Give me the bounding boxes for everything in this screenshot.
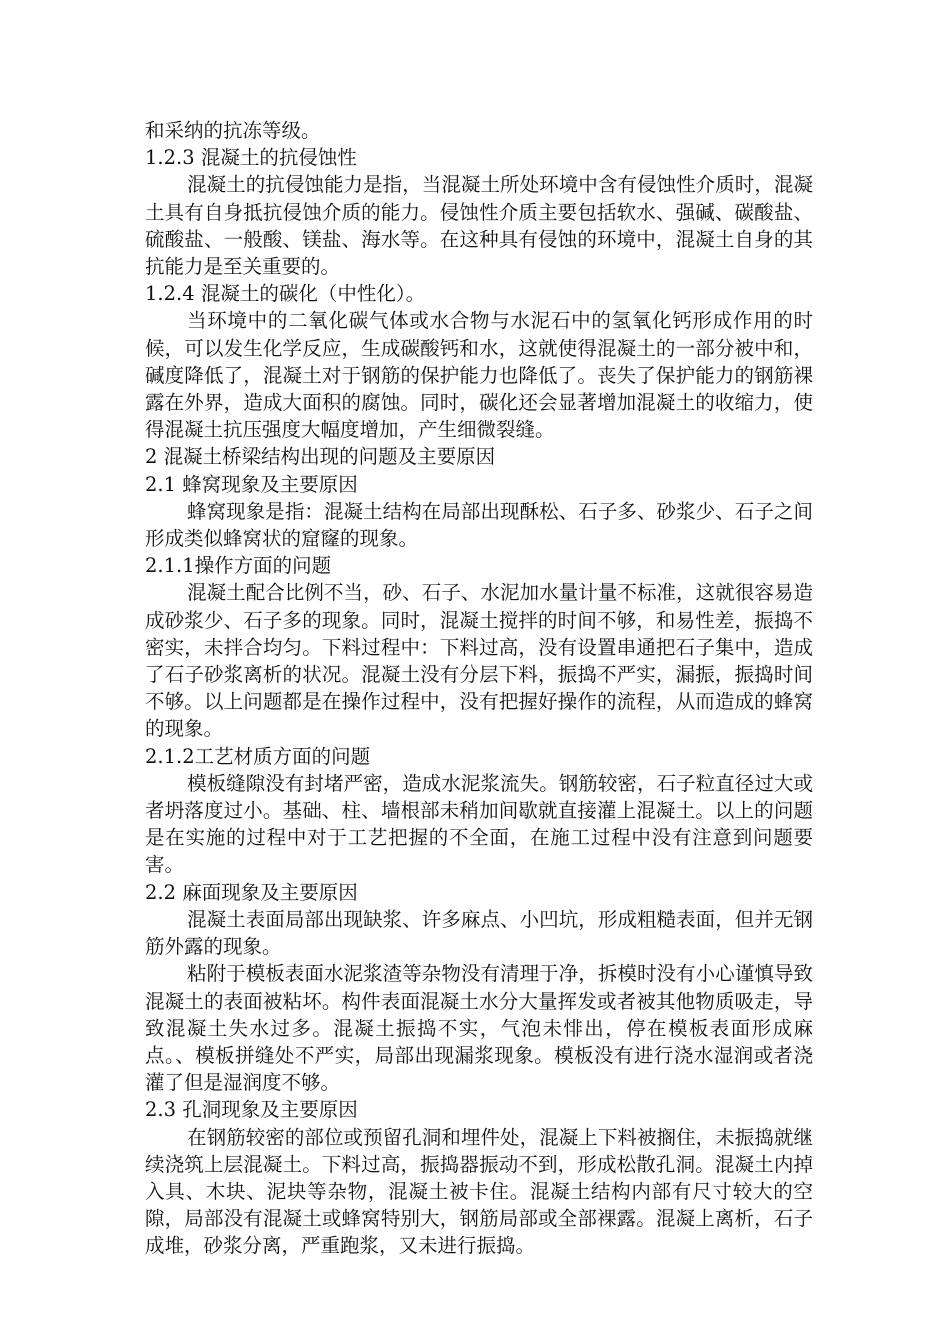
paragraph: 在钢筋较密的部位或预留孔洞和埋件处，混凝上下料被搁住，未振捣就继续浇筑上层混凝土。下料过高，振捣器振动不到，形成松散孔洞。混凝土内掉入具、木块、泥块等杂物，混凝土被卡住。混凝土结构内部有尺寸较大的空隙，局部没有混凝土或蜂窝特别大，钢筋局部或全部裸露。混凝上离析，石子成堆，砂浆分离，严重跑浆，又未进行振捣。 <box>145 1125 813 1258</box>
chapter-heading: 2 混凝土桥梁结构出现的问题及主要原因 <box>145 445 496 469</box>
section-heading: 1.2.4 混凝土的碳化（中性化）。 <box>145 282 426 306</box>
paragraph: 蜂窝现象是指：混凝土结构在局部出现酥松、石子多、砂浆少、石子之间形成类似蜂窝状的窟窿的现象。 <box>145 499 813 551</box>
paragraph: 混凝土的抗侵蚀能力是指，当混凝土所处环境中含有侵蚀性介质时，混凝土具有自身抵抗侵蚀介质的能力。侵蚀性介质主要包括软水、强碱、碳酸盐、硫酸盐、一般酸、镁盐、海水等。在这种具有侵蚀的环境中，混凝土自身的其抗能力是至关重要的。 <box>145 173 813 279</box>
section-heading: 2.1 蜂窝现象及主要原因 <box>145 472 358 496</box>
document-body <box>145 117 813 1260</box>
section-heading: 1.2.3 混凝土的抗侵蚀性 <box>145 146 357 170</box>
section-heading: 2.3 孔洞现象及主要原因 <box>145 1098 358 1122</box>
paragraph: 粘附于模板表面水泥浆渣等杂物没有清理于净，拆模时没有小心谨慎导致混凝土的表面被粘坏。构件表面混凝土水分大量挥发或者被其他物质吸走，导致混凝土失水过多。混凝土振捣不实，气泡未悱出，停在模板表面形成麻点。、模板拼缝处不严实，局部出现漏浆现象。模板没有进行浇水湿润或者浇灌了但是湿润度不够。 <box>145 962 813 1095</box>
paragraph: 混凝土配合比例不当，砂、石子、水泥加水量计量不标准，这就很容易造成砂浆少、石子多的现象。同时，混凝土搅拌的时间不够，和易性差，振捣不密实，未拌合均匀。下料过程中：下料过高，没有设置串通把石子集中，造成了石子砂浆离析的状况。混凝土没有分层下料，振捣不严实，漏振，振捣时间不够。以上问题都是在操作过程中，没有把握好操作的流程，从而造成的蜂窝的现象。 <box>145 581 813 741</box>
paragraph: 模板缝隙没有封堵严密，造成水泥浆流失。钢筋较密，石子粒直径过大或者坍落度过小。基础、柱、墙根部未稍加间歇就直接灌上混凝土。以上的问题是在实施的过程中对于工艺把握的不全面，在施工过程中没有注意到问题要害。 <box>145 771 813 877</box>
section-heading: 2.1.1操作方面的问题 <box>145 554 332 578</box>
text-continuation: 和采纳的抗冻等级。 <box>145 119 321 142</box>
section-heading: 2.1.2工艺材质方面的问题 <box>145 744 371 768</box>
paragraph: 混凝土表面局部出现缺浆、许多麻点、小凹坑，形成粗糙表面，但并无钢筋外露的现象。 <box>145 907 813 959</box>
paragraph: 当环境中的二氧化碳气体或水合物与水泥石中的氢氧化钙形成作用的时候，可以发生化学反应，生成碳酸钙和水，这就使得混凝土的一部分被中和，碱度降低了，混凝土对于钢筋的保护能力也降低了。丧失了保护能力的钢筋裸露在外界，造成大面积的腐蚀。同时，碳化还会显著增加混凝土的收缩力，使得混凝土抗压强度大幅度增加，产生细微裂缝。 <box>145 309 813 442</box>
section-heading: 2.2 麻面现象及主要原因 <box>145 880 358 904</box>
